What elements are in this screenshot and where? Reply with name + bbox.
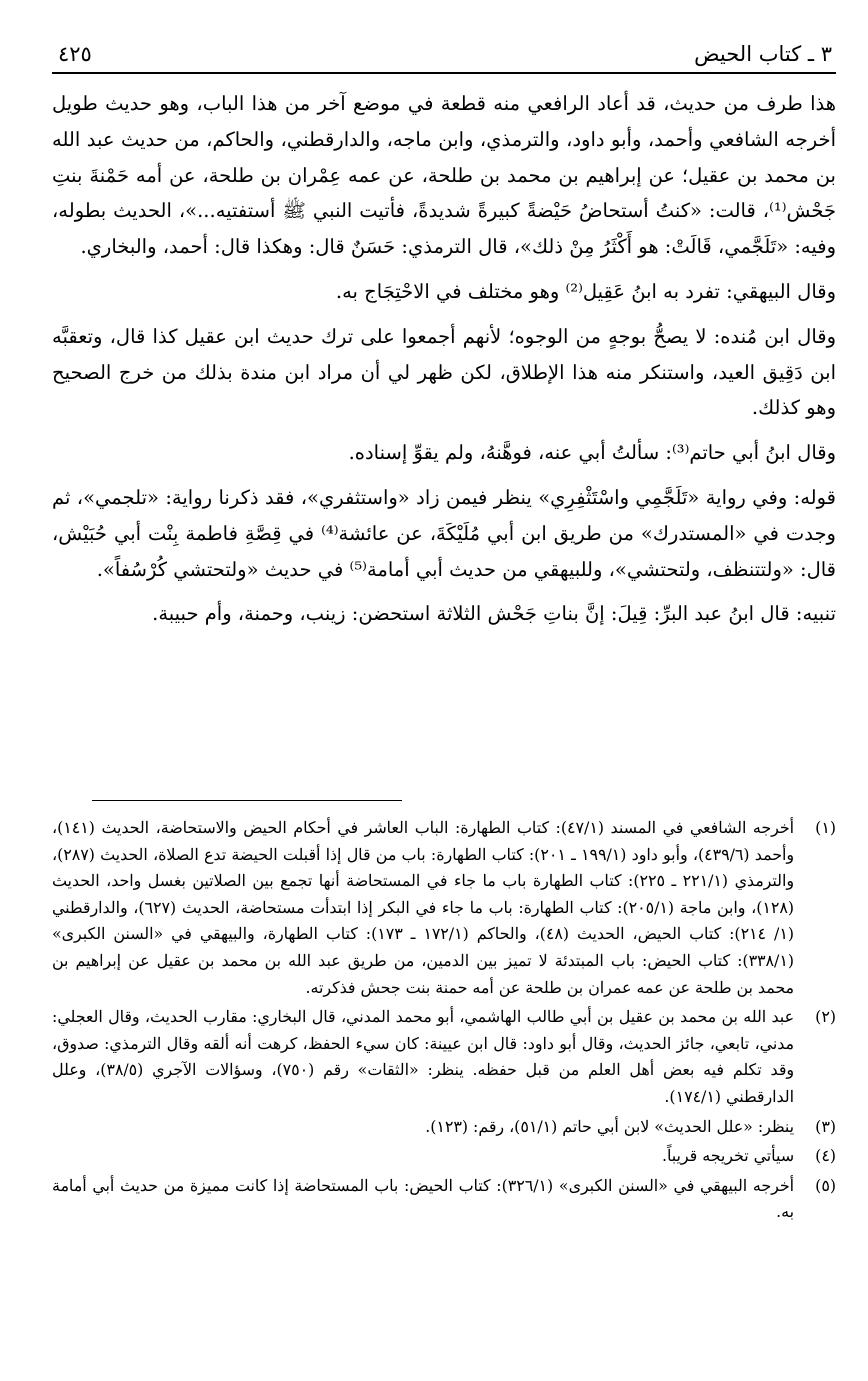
paragraph: هذا طرف من حديث، قد أعاد الرافعي منه قطعة في موضع آخر من هذا الباب، وهو حديث طويل أخرجه الشافعي وأحمد، وأبو داود، والترمذي، وابن ماجه، والدارقطني، والحاكم، من حديث عبد الله بن محمد بن عقيل؛ عن إبراهيم بن محمد بن طلحة، عن عمه عِمْران بن طلحة، عن أمه حَمْنةَ بنتِ جَحْش⁽¹⁾، قالت: «كنتُ أستحاضُ حَيْضةً كبيرةً شديدةً، فأتيت النبي ﷺ أستفتيه...»، الحديث بطوله، وفيه: «تَلَجَّمي، قَالَتْ: هو أَكْثَرُ مِنْ ذلك»، قال الترمذي: حَسَنٌ قال: وهكذا قال: أحمد، والبخاري.	[52, 92, 836, 259]
main-text	[52, 86, 836, 641]
footnote-item	[52, 1114, 836, 1141]
footnote-number: (٢)	[815, 1007, 836, 1027]
footnote-item	[52, 1004, 836, 1110]
footnote-text: عبد الله بن محمد بن عقيل بن أبي طالب الهاشمي، أبو محمد المدني، قال البخاري: مقارب الحديث، وقال العجلي: مدني، تابعي، جائز الحديث، وقال أبو داود: قال ابن عيينة: كان سيء الحفظ، كرهت أنه ألقه وقال الترمذي: صدوق، وقد تكلم فيه بعض أهل العلم من قبل حفظه. ينظر: «الثقات» رقم (٧٥٠)، وسؤالات الآجري (٣٨/٥)، وعلل الدارقطني (١٧٤/١).	[52, 1007, 795, 1106]
paragraph: تنبيه: قال ابنُ عبد البرِّ: قِيلَ: إنَّ بناتِ جَحْش الثلاثة استحضن: زينب، وحمنة، وأم حبيبة.	[152, 602, 836, 626]
paragraph: وقال ابنُ أبي حاتم⁽³⁾: سألتُ أبي عنه، فوهَّنهُ، ولم يقوِّ إسناده.	[348, 441, 836, 465]
footnote-item	[52, 1173, 836, 1226]
footnote-text: سيأتي تخريجه قريباً.	[661, 1146, 794, 1166]
footnotes	[52, 815, 836, 1229]
footnote-number: (٤)	[815, 1146, 836, 1166]
footnote-number: (٥)	[815, 1175, 836, 1195]
chapter-title: ٣ ـ كتاب الحيض	[694, 42, 832, 66]
paragraph: وقال ابن مُنده: لا يصحُّ بوجهٍ من الوجوه؛ لأنهم أجمعوا على ترك حديث ابن عقيل كذا قال، وتعقبَّه ابن دَقِيق العيد، واستنكر منه هذا الإطلاق، لكن ظهر لي أن مراد ابن مندة بذلك من خرج الصحيح وهو كذلك.	[52, 324, 836, 420]
paragraph: قوله: وفي رواية «تَلَجَّمِي واسْتَثْفِرِي» ينظر فيمن زاد «واستثفري»، فقد ذكرنا رواية: «تلجمي»، ثم وجدت في «المستدرك» من طريق ابن أبي مُلَيْكَةَ، عن عائشة⁽⁴⁾ في قِصَّةِ فاطمة بِنْت أبي حُبَيْش، قال: «ولتتنظف، ولتحتشي»، وللبيهقي من حديث أبي أمامة⁽⁵⁾ في حديث «ولتحتشي كُرْسُفاً».	[52, 485, 836, 581]
page	[52, 0, 836, 1381]
footnote-text: أخرجه البيهقي في «السنن الكبرى» (٣٢٦/١): كتاب الحيض: باب المستحاضة إذا كانت مميزة من حديث أبي أمامة به.	[52, 1175, 794, 1222]
footnote-number: (٣)	[815, 1116, 836, 1136]
footnote-text: أخرجه الشافعي في المسند (٤٧/١): كتاب الطهارة: الباب العاشر في أحكام الحيض والاستحاضة، الحديث (١٤١)، وأحمد (٤٣٩/٦)، وأبو داود (١٩٩/١ ـ ٢٠١): كتاب الطهارة: باب من قال إذا أقبلت الحيضة تدع الصلاة، الحديث (٢٨٧)، والترمذي (٢٢١/١ ـ ٢٢٥): كتاب الطهارة باب ما جاء في المستحاضة أنها تجمع بين الصلاتين بغسل واحد، الحديث (١٢٨)، وابن ماجة (٢٠٥/١): كتاب الطهارة: باب ما جاء في البكر إذا ابتدأت مستحاضة، الحديث (٦٢٧)، والدارقطني (١/ ٢١٤): كتاب الحيض، الحديث (٤٨)، والحاكم (١٧٢/١ ـ ١٧٣): كتاب الطهارة، والبيهقي في «السنن الكبرى» (٣٣٨/١): كتاب الحيض: باب المبتدئة لا تميز بين الدمين، من طريق عبد الله بن محمد بن عقيل عن إبراهيم بن محمد بن طلحة عن عمه عمران بن طلحة عن أمه حمنة بنت جحش فذكرته.	[52, 818, 795, 997]
footnote-item	[52, 815, 836, 1001]
footnote-text: ينظر: «علل الحديث» لابن أبي حاتم (٥١/١)، رقم: (١٢٣).	[425, 1116, 794, 1136]
page-number: ٤٢٥	[58, 42, 92, 66]
running-header	[52, 38, 836, 74]
paragraph: وقال البيهقي: تفرد به ابنُ عَقِيل⁽²⁾ وهو مختلف في الاحْتِجَاج به.	[335, 279, 836, 303]
footnote-separator	[92, 800, 402, 801]
footnote-item	[52, 1143, 836, 1170]
footnote-number: (١)	[815, 818, 836, 837]
